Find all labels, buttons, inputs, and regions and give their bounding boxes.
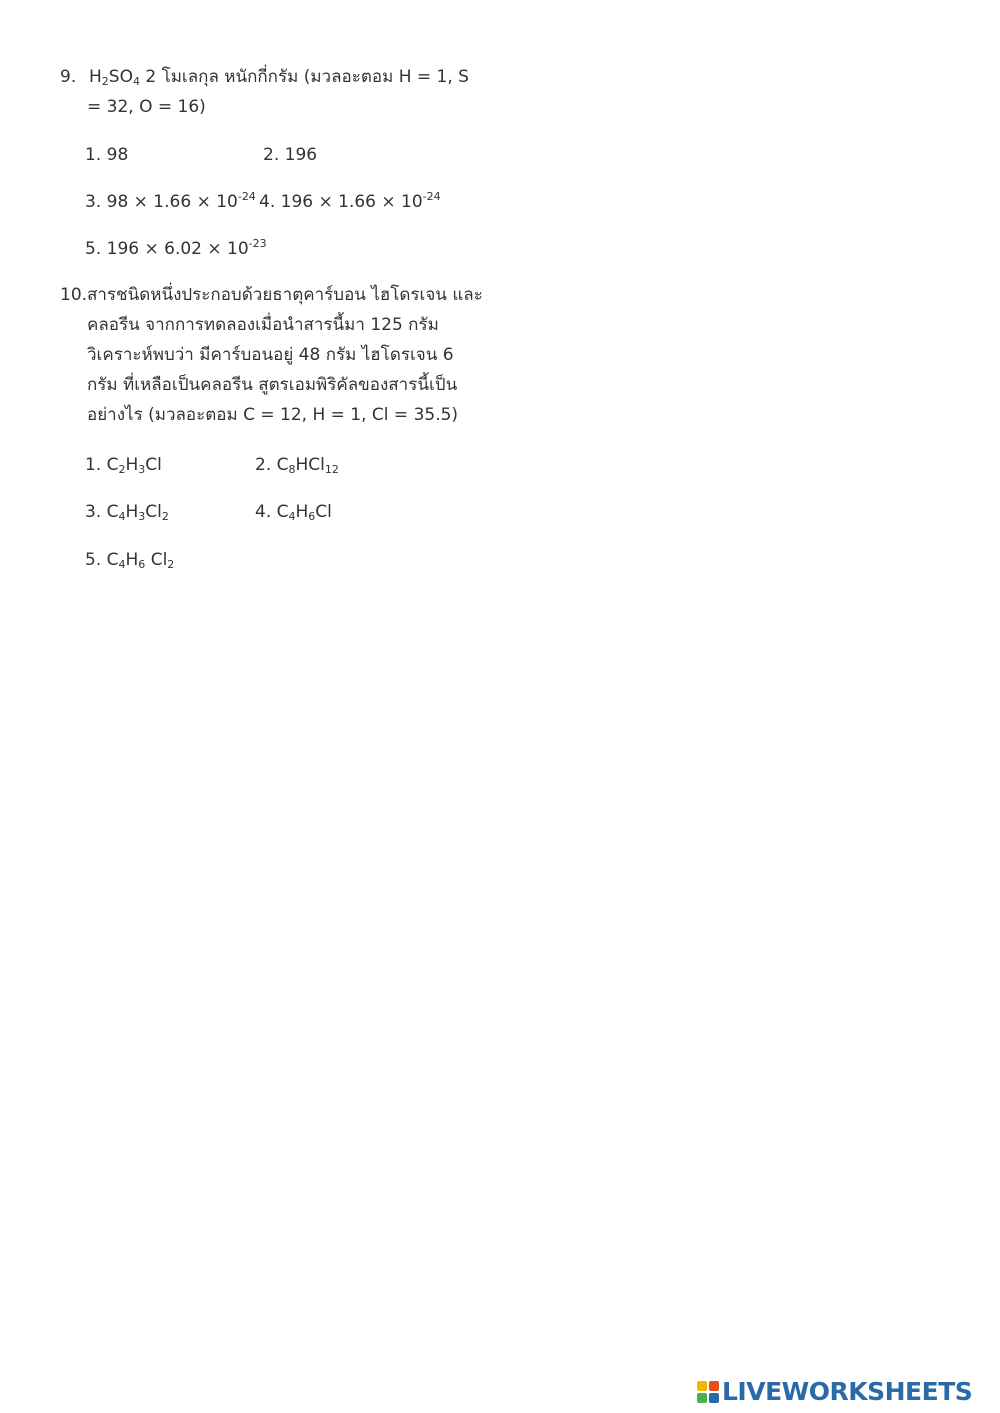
question-10-line-2: คลอรีน จากการทดลองเมื่อนำสารนี้มา 125 กรัม <box>87 315 439 335</box>
q10-o2-label: 2. <box>255 455 277 475</box>
logo-square-4 <box>709 1393 719 1403</box>
q10-o3-p2: H <box>125 502 139 522</box>
q9-option-4[interactable] <box>259 191 441 213</box>
q10-o1-s1: 2 <box>118 463 126 476</box>
q9-formula-so: SO <box>108 67 133 87</box>
q9-formula-sub-4: 4 <box>132 75 140 88</box>
q10-o5-p1: C <box>106 550 119 570</box>
q9-option-1[interactable]: 1. 98 <box>85 145 129 165</box>
q9-option-5-base: 5. 196 × 6.02 × 10 <box>85 239 249 259</box>
question-10-line-3: วิเคราะห์พบว่า มีคาร์บอนอยู่ 48 กรัม ไฮโดรเจน 6 <box>87 345 454 365</box>
q10-o4-s2: 6 <box>308 510 316 523</box>
q10-o2-s2: 12 <box>324 463 339 476</box>
q10-o4-label: 4. <box>255 502 277 522</box>
q10-o1-p1: C <box>106 455 119 475</box>
q10-o3-s3: 2 <box>161 510 169 523</box>
q9-option-4-base: 4. 196 × 1.66 × 10 <box>259 192 423 212</box>
liveworksheets-logo-text: LIVEWORKSHEETS <box>722 1377 973 1406</box>
question-10-line-5: อย่างไร (มวลอะตอม C = 12, H = 1, Cl = 35.5) <box>87 405 459 425</box>
q10-o3-p1: C <box>106 502 119 522</box>
q10-o3-s1: 4 <box>118 510 126 523</box>
question-9-line-2: = 32, O = 16) <box>87 97 206 117</box>
q10-o5-s3: 2 <box>167 558 175 571</box>
question-9-line-1 <box>89 62 469 92</box>
q10-option-4[interactable] <box>255 501 332 523</box>
q10-o5-s2: 6 <box>138 558 146 571</box>
q10-o4-s1: 4 <box>288 510 296 523</box>
logo-square-3 <box>697 1393 707 1403</box>
q9-line-1-text: 2 โมเลกุล หนักกี่กรัม (มวลอะตอม H = 1, S <box>139 67 469 87</box>
q10-o2-s1: 8 <box>288 463 296 476</box>
question-10-line-4: กรัม ที่เหลือเป็นคลอรีน สูตรเอมพิริคัลของสารนี้เป็น <box>87 375 458 395</box>
q10-o1-label: 1. <box>85 455 107 475</box>
q10-o2-p1: C <box>276 455 289 475</box>
question-10-line-1: สารชนิดหนึ่งประกอบด้วยธาตุคาร์บอน ไฮโดรเจน และ <box>87 285 483 305</box>
q10-o5-label: 5. <box>85 550 107 570</box>
q9-option-3-base: 3. 98 × 1.66 × 10 <box>85 192 238 212</box>
q9-formula-sub-2: 2 <box>101 75 109 88</box>
q9-option-4-exp: -24 <box>422 190 441 203</box>
q10-o5-p2: H <box>125 550 139 570</box>
q9-option-3-exp: -24 <box>237 190 256 203</box>
q10-o4-p3: Cl <box>315 502 332 522</box>
q10-o1-p3: Cl <box>145 455 162 475</box>
q10-o3-label: 3. <box>85 502 107 522</box>
liveworksheets-logo-icon <box>697 1381 719 1403</box>
question-10 <box>60 280 483 435</box>
q10-option-1[interactable] <box>85 454 162 476</box>
logo-square-2 <box>709 1381 719 1391</box>
q10-option-3[interactable] <box>85 501 169 523</box>
q10-o2-p2: HCl <box>295 455 325 475</box>
q10-o4-p1: C <box>276 502 289 522</box>
q10-option-2[interactable] <box>255 454 339 476</box>
q10-o4-p2: H <box>295 502 309 522</box>
q10-o3-p3: Cl <box>145 502 162 522</box>
liveworksheets-logo <box>697 1378 972 1406</box>
q10-o5-p3: Cl <box>145 550 168 570</box>
q9-option-5-exp: -23 <box>248 237 267 250</box>
question-9-number: 9. <box>60 67 77 87</box>
q9-option-5[interactable] <box>85 238 267 260</box>
question-9 <box>60 62 474 122</box>
q9-formula-h: H <box>89 67 102 87</box>
q9-option-2[interactable]: 2. 196 <box>263 145 318 165</box>
logo-square-1 <box>697 1381 707 1391</box>
q10-o1-p2: H <box>125 455 139 475</box>
q10-o3-s2: 3 <box>138 510 146 523</box>
q10-option-5[interactable] <box>85 549 174 571</box>
q10-o1-s2: 3 <box>138 463 146 476</box>
question-10-number: 10. <box>60 285 88 305</box>
q9-option-3[interactable] <box>85 191 256 213</box>
q10-o5-s1: 4 <box>118 558 126 571</box>
